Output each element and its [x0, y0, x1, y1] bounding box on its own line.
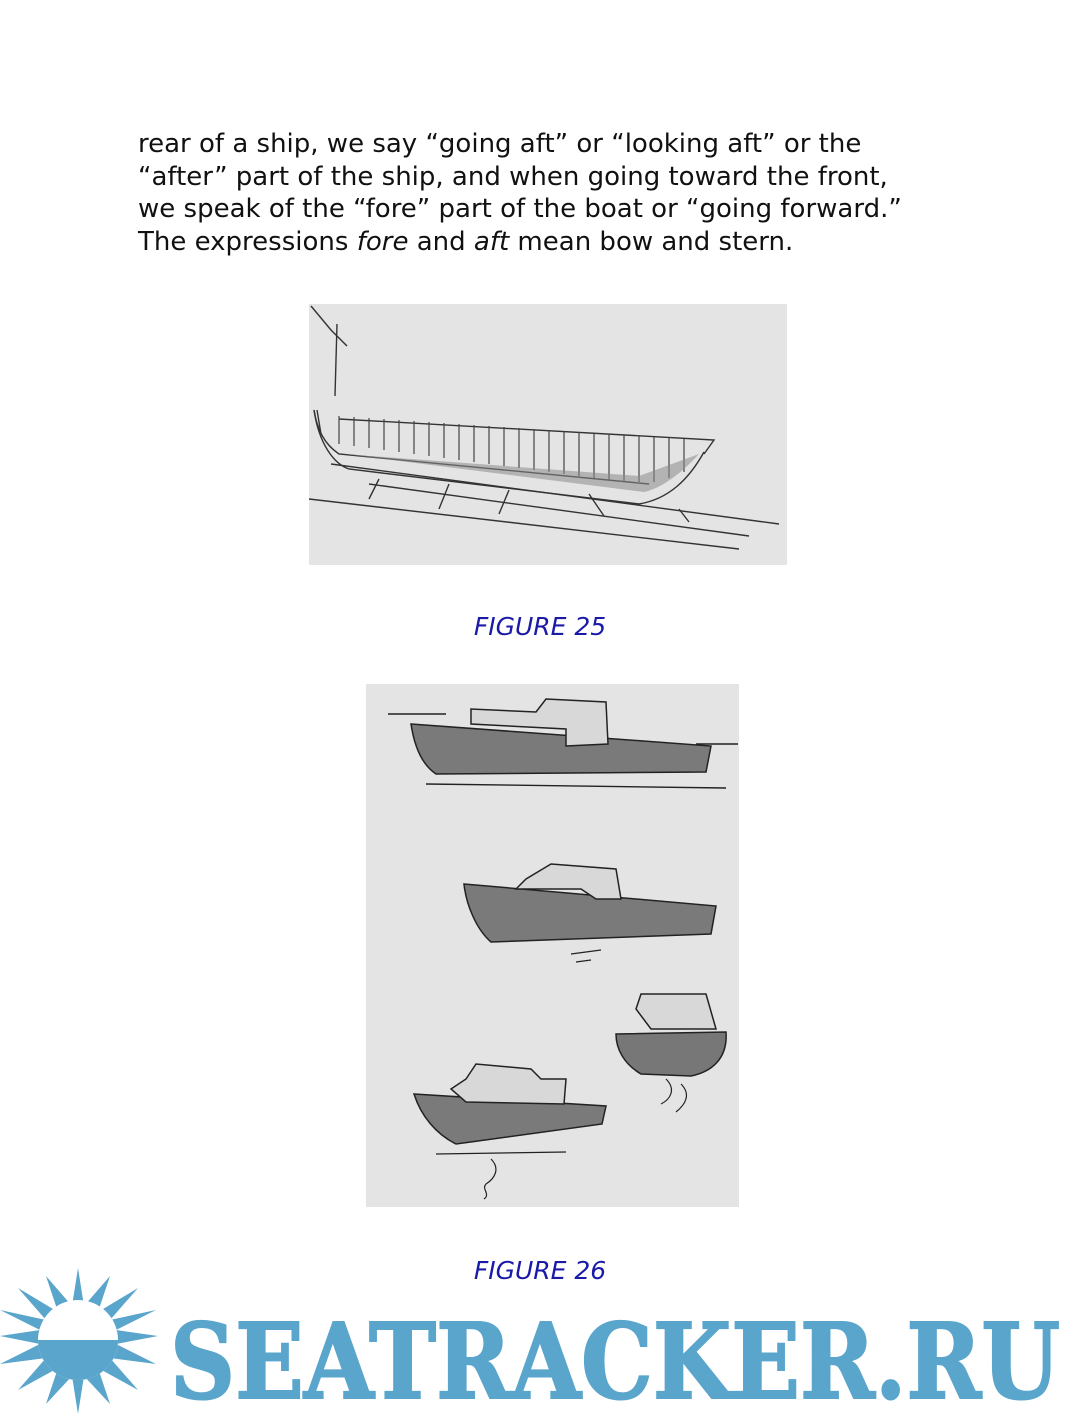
figure-26-caption: FIGURE 26 [473, 1256, 607, 1285]
figure-25-caption: FIGURE 25 [473, 612, 607, 641]
figure-26-motorboats-illustration [366, 684, 739, 1207]
seatracker-watermark [0, 1268, 1080, 1425]
line4-text-start: The expressions [138, 226, 357, 257]
line4-text-end: mean bow and stern. [509, 226, 794, 257]
term-aft: aft [473, 226, 510, 257]
paragraph-line-4 [138, 226, 958, 259]
figure-25-boat-on-stocks-illustration [309, 304, 787, 565]
motorboats-sketch [366, 684, 739, 1207]
paragraph-line-3: we speak of the “fore” part of the boat or “going forward.” [138, 194, 902, 224]
body-paragraph [138, 128, 958, 258]
line4-text-and: and [408, 226, 474, 257]
paragraph-line-1: rear of a ship, we say “going aft” or “looking aft” or the [138, 129, 862, 159]
boat-hull-sketch [309, 304, 787, 565]
watermark-text: SEATRACKER.RU [170, 1300, 1060, 1423]
paragraph-line-2: “after” part of the ship, and when going toward the front, [138, 161, 888, 192]
watermark-graphic [0, 1268, 1080, 1425]
term-fore: fore [356, 226, 409, 257]
sun-burst-icon [0, 1268, 158, 1414]
